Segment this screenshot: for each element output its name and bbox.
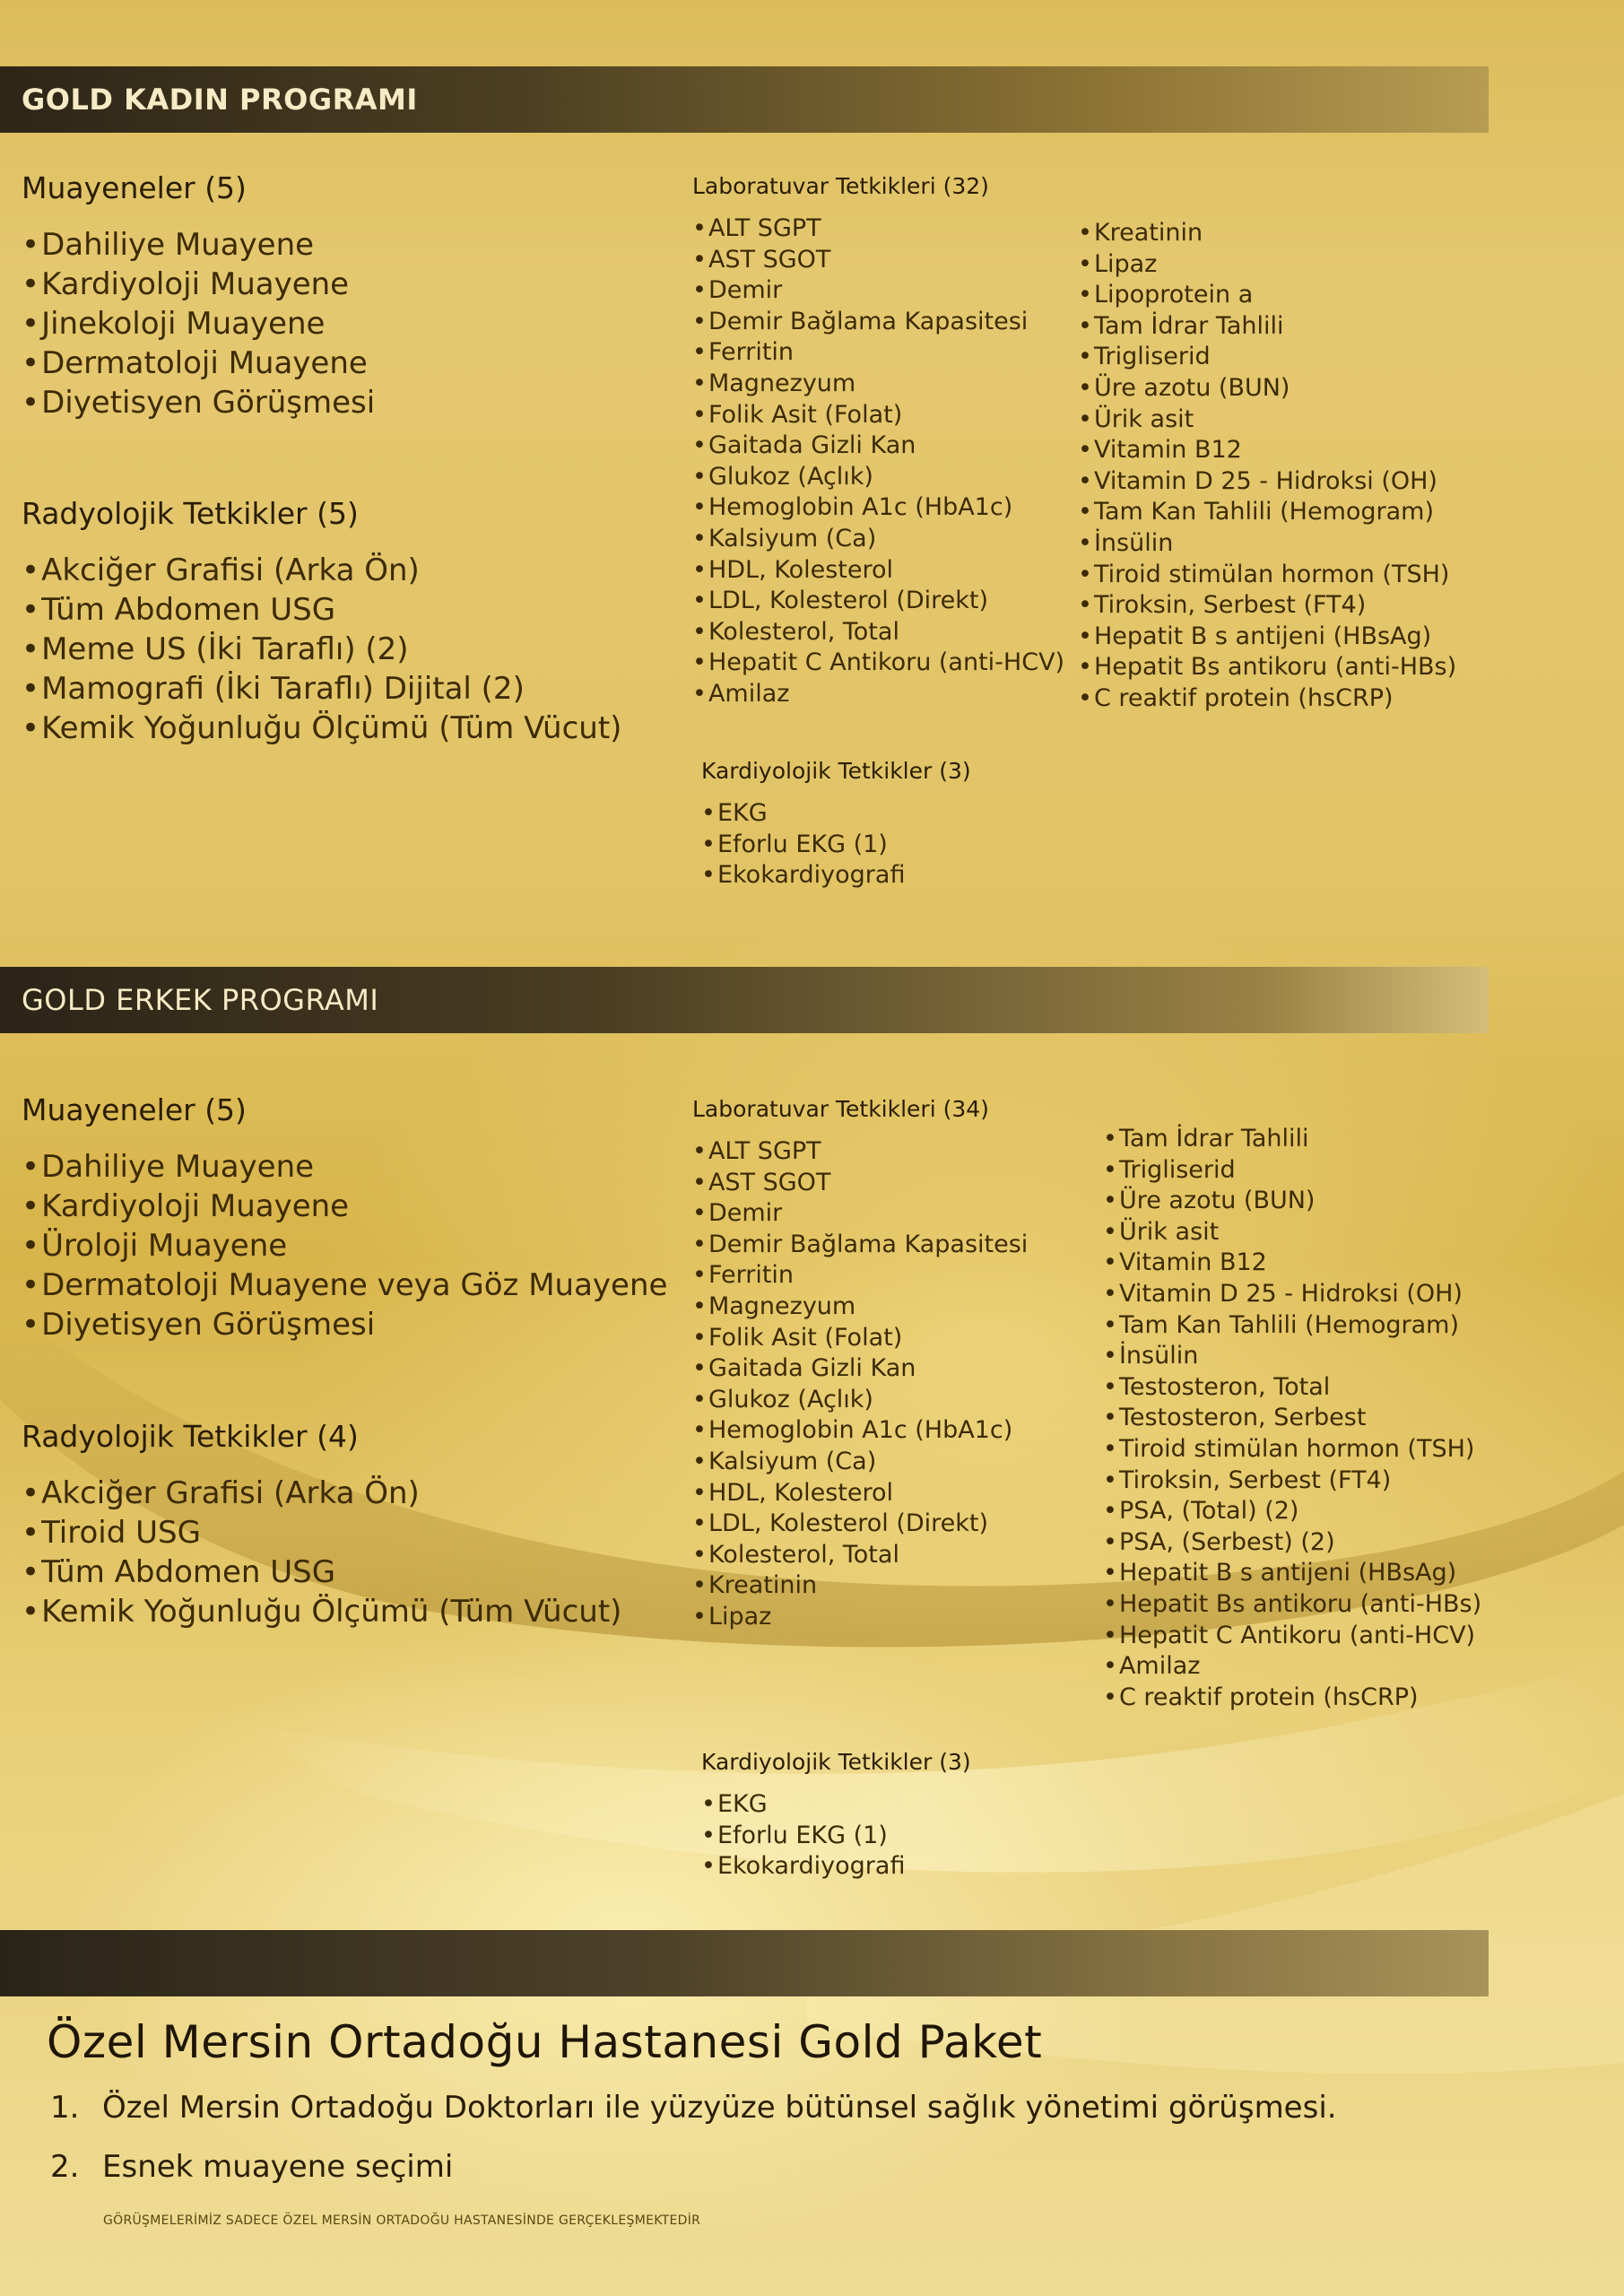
list-item: • Folik Asit (Folat) [692,1323,1105,1354]
list-item: • Tiroksin, Serbest (FT4) [1078,590,1472,622]
list-item: • Magnezyum [692,369,1105,400]
list-item: • Üre azotu (BUN) [1103,1186,1498,1217]
list-item: • Folik Asit (Folat) [692,400,1105,431]
list-item: • Amilaz [1103,1651,1498,1683]
section-title: Laboratuvar Tetkikleri (34) [692,1096,989,1122]
list-item: • C reaktif protein (hsCRP) [1103,1683,1498,1714]
list-item: • Ekokardiyografi [701,1851,1060,1883]
erkek-lab-col2 [1103,1124,1498,1713]
list-item: • Tiroid USG [22,1513,667,1552]
section-title: Laboratuvar Tetkikleri (32) [692,173,989,199]
list-item: • Kemik Yoğunluğu Ölçümü (Tüm Vücut) [22,709,667,748]
list-item: • Kardiyoloji Muayene [22,1187,685,1226]
list-item: • Mamografi (İki Taraflı) Dijital (2) [22,669,667,709]
list-item: • Kreatinin [692,1570,1105,1602]
kadin-radyoloji [22,496,667,748]
list-item: • Hepatit Bs antikoru (anti-HBs) [1078,652,1472,683]
list-item: • Hepatit Bs antikoru (anti-HBs) [1103,1589,1498,1621]
list-item [50,2149,1337,2208]
list-item: • Diyetisyen Görüşmesi [22,383,649,422]
list-item: • Hepatit B s antijeni (HBsAg) [1078,622,1472,653]
section-title: Kardiyolojik Tetkikler (3) [701,758,971,784]
kadin-lab-col1 [692,173,1105,710]
package-title: Özel Mersin Ortadoğu Hastanesi Gold Paket [47,2016,1043,2068]
erkek-program-banner: GOLD ERKEK PROGRAMI [0,967,1489,1033]
list-item: • Demir Bağlama Kapasitesi [692,307,1105,338]
list-item: • Dahiliye Muayene [22,1147,685,1187]
section-title: Radyolojik Tetkikler (5) [22,496,359,531]
list-item: • Magnezyum [692,1292,1105,1323]
list-item: • PSA, (Total) (2) [1103,1496,1498,1527]
list-item: • Amilaz [692,679,1105,710]
footer-note: GÖRÜŞMELERİMİZ SADECE ÖZEL MERSİN ORTADOĞU HASTANESİNDE GERÇEKLEŞMEKTEDİR [103,2213,701,2228]
list-item: • Hepatit B s antijeni (HBsAg) [1103,1558,1498,1589]
list-item: • Tiroid stimülan hormon (TSH) [1078,560,1472,591]
list-item: • Tam İdrar Tahlili [1103,1124,1498,1155]
erkek-radyoloji [22,1419,667,1631]
list-item: • Trigliserid [1103,1155,1498,1187]
list-item: • Diyetisyen Görüşmesi [22,1305,685,1344]
list-item: • EKG [701,798,1060,830]
list-item: • ALT SGPT [692,213,1105,245]
list-item: • Hemoglobin A1c (HbA1c) [692,492,1105,524]
list-item: • Ürik asit [1103,1217,1498,1248]
list-item: • Akciğer Grafisi (Arka Ön) [22,1474,667,1513]
list-item: • Hepatit C Antikoru (anti-HCV) [1103,1621,1498,1652]
list-item: • Jinekoloji Muayene [22,304,649,344]
list-item: • Kardiyoloji Muayene [22,265,649,304]
footer-divider-banner [0,1930,1489,1996]
list-item: • Testosteron, Total [1103,1372,1498,1404]
erkek-lab-col1 [692,1096,1105,1633]
section-title: Muayeneler (5) [22,170,247,205]
list-item: • Hepatit C Antikoru (anti-HCV) [692,648,1105,679]
list-item: • Tam Kan Tahlili (Hemogram) [1103,1310,1498,1342]
list-item: • Dahiliye Muayene [22,225,649,265]
list-item: • Ürik asit [1078,404,1472,436]
list-item: • Ekokardiyografi [701,860,1060,891]
list-item: • Demir Bağlama Kapasitesi [692,1230,1105,1261]
erkek-kardiyo [701,1749,1060,1883]
list-item: • Eforlu EKG (1) [701,1821,1060,1852]
list-item: • Lipoprotein a [1078,280,1472,311]
list-item: • Tüm Abdomen USG [22,1552,667,1592]
list-item: • Demir [692,1198,1105,1230]
list-item: • AST SGOT [692,245,1105,276]
erkek-muayeneler [22,1092,685,1344]
list-item: • AST SGOT [692,1168,1105,1199]
list-item: • İnsülin [1078,528,1472,560]
list-item: • Tüm Abdomen USG [22,590,667,630]
item-number: 2. [50,2149,80,2185]
list-item: • C reaktif protein (hsCRP) [1078,683,1472,715]
kadin-muayeneler [22,170,649,422]
list-item: • Hemoglobin A1c (HbA1c) [692,1415,1105,1447]
item-number: 1. [50,2090,80,2126]
item-text: Esnek muayene seçimi [102,2149,454,2185]
list-item: • Gaitada Gizli Kan [692,430,1105,462]
list-item: • Kalsiyum (Ca) [692,524,1105,555]
section-title: Kardiyolojik Tetkikler (3) [701,1749,971,1775]
kadin-lab-col2 [1078,218,1472,715]
list-item: • Kolesterol, Total [692,617,1105,648]
list-item: • Akciğer Grafisi (Arka Ön) [22,551,667,590]
list-item: • EKG [701,1789,1060,1821]
list-item: • Trigliserid [1078,342,1472,373]
list-item: • Lipaz [692,1602,1105,1633]
kadin-program-banner: GOLD KADIN PROGRAMI [0,66,1489,133]
kadin-kardiyo [701,758,1060,891]
list-item: • Kreatinin [1078,218,1472,249]
list-item: • Ferritin [692,1260,1105,1292]
list-item: • LDL, Kolesterol (Direkt) [692,586,1105,617]
list-item [50,2090,1337,2149]
list-item: • Vitamin B12 [1078,435,1472,466]
list-item: • Kemik Yoğunluğu Ölçümü (Tüm Vücut) [22,1592,667,1631]
list-item: • Vitamin D 25 - Hidroksi (OH) [1103,1279,1498,1310]
list-item: • Vitamin B12 [1103,1248,1498,1279]
list-item: • Glukoz (Açlık) [692,462,1105,493]
item-text: Özel Mersin Ortadoğu Doktorları ile yüzyüze bütünsel sağlık yönetimi görüşmesi. [102,2090,1337,2126]
list-item: • Dermatoloji Muayene veya Göz Muayene [22,1265,685,1305]
list-item: • Üroloji Muayene [22,1226,685,1265]
list-item: • PSA, (Serbest) (2) [1103,1527,1498,1559]
list-item: • Glukoz (Açlık) [692,1385,1105,1416]
section-title: Radyolojik Tetkikler (4) [22,1419,359,1454]
list-item: • Lipaz [1078,249,1472,281]
list-item: • Tam Kan Tahlili (Hemogram) [1078,497,1472,528]
list-item: • Dermatoloji Muayene [22,344,649,383]
list-item: • Testosteron, Serbest [1103,1403,1498,1434]
list-item: • Demir [692,275,1105,307]
list-item: • Ferritin [692,337,1105,369]
list-item: • Tiroksin, Serbest (FT4) [1103,1465,1498,1497]
list-item: • Tam İdrar Tahlili [1078,311,1472,343]
list-item: • ALT SGPT [692,1136,1105,1168]
list-item: • HDL, Kolesterol [692,1478,1105,1509]
list-item: • Eforlu EKG (1) [701,830,1060,861]
list-item: • Meme US (İki Taraflı) (2) [22,630,667,669]
list-item: • Kalsiyum (Ca) [692,1447,1105,1478]
list-item: • İnsülin [1103,1341,1498,1372]
list-item: • Vitamin D 25 - Hidroksi (OH) [1078,466,1472,498]
package-features-list [50,2090,1337,2208]
list-item: • LDL, Kolesterol (Direkt) [692,1509,1105,1540]
list-item: • Üre azotu (BUN) [1078,373,1472,404]
list-item: • Kolesterol, Total [692,1540,1105,1571]
list-item: • Tiroid stimülan hormon (TSH) [1103,1434,1498,1465]
list-item: • HDL, Kolesterol [692,555,1105,587]
list-item: • Gaitada Gizli Kan [692,1353,1105,1385]
section-title: Muayeneler (5) [22,1092,247,1127]
